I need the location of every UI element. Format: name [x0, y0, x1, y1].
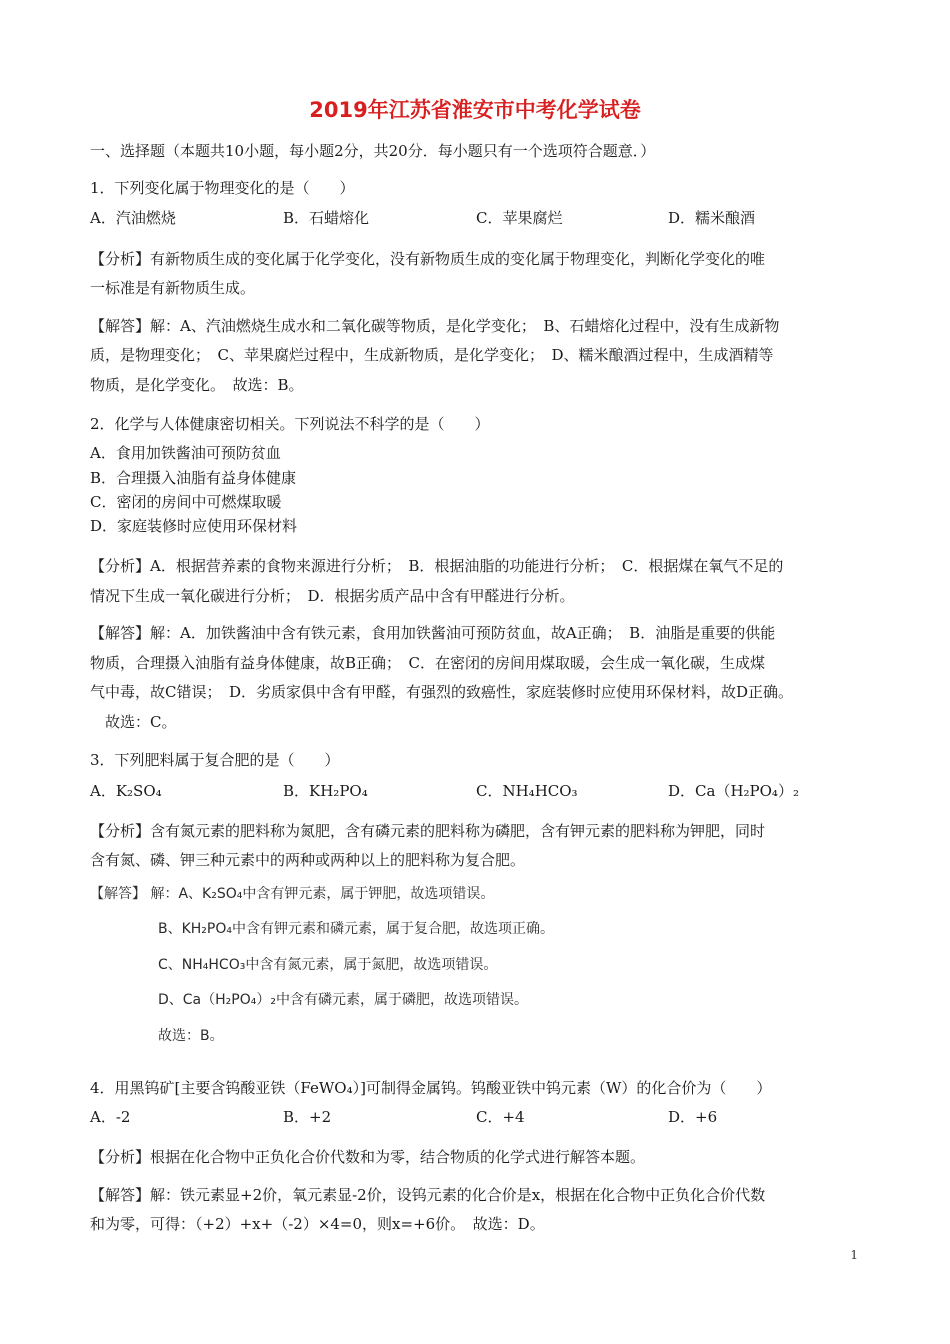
q4-option-a: A．-2 [90, 1108, 131, 1126]
page-number: 1 [850, 1248, 858, 1262]
q2-option-a: A．食用加铁酱油可预防贫血 [90, 444, 281, 462]
q4-options [90, 1107, 870, 1127]
page-title: 2019年江苏省淮安市中考化学试卷 [309, 98, 641, 122]
q3-analysis-line: 【分析】含有氮元素的肥料称为氮肥，含有磷元素的肥料称为磷肥，含有钾元素的肥料称为钾肥，同时 [90, 822, 766, 840]
q2-analysis-line: 【分析】A．根据营养素的食物来源进行分析； B．根据油脂的功能进行分析； C．根据煤在氧气不足的 [90, 557, 784, 575]
q1-answer-line: 质，是物理变化； C、苹果腐烂过程中，生成新物质，是化学变化； D、糯米酿酒过程中，生成酒精等 [90, 346, 774, 364]
q3-analysis-line: 含有氮、磷、钾三种元素中的两种或两种以上的肥料称为复合肥。 [90, 851, 526, 869]
q2-answer-line: 气中毒，故C错误； D．劣质家俱中含有甲醛，有强烈的致癌性，家庭装修时应使用环保材料，故D正确。 [90, 683, 794, 701]
q3-answer-line: 【解答】 解：A、K₂SO₄中含有钾元素，属于钾肥，故选项错误。 [90, 886, 495, 902]
q1-stem: 1．下列变化属于物理变化的是（ ） [90, 179, 355, 197]
q4-analysis-line: 【分析】根据在化合物中正负化合价代数和为零，结合物质的化学式进行解答本题。 [90, 1148, 646, 1166]
q3-option-a: A．K₂SO₄ [90, 782, 162, 800]
q4-option-d: D．+6 [668, 1108, 718, 1126]
q3-option-b: B．KH₂PO₄ [283, 782, 368, 800]
q4-answer-line: 和为零，可得：（+2）+x+（-2）×4=0，则x=+6价。 故选：D。 [90, 1215, 545, 1233]
q2-answer-line: 物质，合理摄入油脂有益身体健康，故B正确； C．在密闭的房间用煤取暖，会生成一氧化碳，生成煤 [90, 654, 766, 672]
q1-answer-line: 【解答】解：A、汽油燃烧生成水和二氧化碳等物质，是化学变化； B、石蜡熔化过程中，没有生成新物 [90, 317, 780, 335]
q2-answer-line: 【解答】解：A．加铁酱油中含有铁元素，食用加铁酱油可预防贫血，故A正确； B．油脂是重要的供能 [90, 624, 776, 642]
q3-answer-line: B、KH₂PO₄中含有钾元素和磷元素，属于复合肥，故选项正确。 [158, 921, 554, 937]
q3-option-c: C．NH₄HCO₃ [476, 782, 578, 800]
q2-stem: 2．化学与人体健康密切相关。下列说法不科学的是（ ） [90, 415, 490, 433]
q3-options [90, 781, 870, 801]
q1-option-c: C．苹果腐烂 [476, 209, 563, 227]
q1-option-a: A．汽油燃烧 [90, 209, 176, 227]
q4-option-b: B．+2 [283, 1108, 332, 1126]
q2-analysis-line: 情况下生成一氧化碳进行分析； D．根据劣质产品中含有甲醛进行分析。 [90, 587, 575, 605]
q3-answer-line: D、Ca（H₂PO₄）₂中含有磷元素，属于磷肥，故选项错误。 [158, 992, 528, 1008]
q4-option-c: C．+4 [476, 1108, 525, 1126]
q1-option-b: B．石蜡熔化 [283, 209, 370, 227]
q3-option-d: D．Ca（H₂PO₄）₂ [668, 782, 799, 800]
q2-answer-line: 故选：C。 [90, 713, 177, 731]
q4-answer-line: 【解答】解：铁元素显+2价，氧元素显-2价，设钨元素的化合价是x，根据在化合物中正负化合价代数 [90, 1186, 766, 1204]
q1-options [90, 208, 870, 228]
q1-option-d: D．糯米酿酒 [668, 209, 756, 227]
q4-stem: 4．用黑钨矿[主要含钨酸亚铁（FeWO₄）]可制得金属钨。钨酸亚铁中钨元素（W）的化合价为（ ） [90, 1079, 772, 1097]
q3-answer-line: 故选：B。 [158, 1028, 224, 1044]
q1-analysis-line: 【分析】有新物质生成的变化属于化学变化，没有新物质生成的变化属于物理变化，判断化学变化的唯 [90, 250, 766, 268]
q2-option-c: C．密闭的房间中可燃煤取暖 [90, 493, 282, 511]
q3-answer-line: C、NH₄HCO₃中含有氮元素，属于氮肥，故选项错误。 [158, 957, 498, 973]
q2-option-b: B．合理摄入油脂有益身体健康 [90, 469, 297, 487]
section-heading: 一、选择题（本题共10小题，每小题2分，共20分．每小题只有一个选项符合题意．） [90, 142, 656, 160]
q1-analysis-line: 一标准是有新物质生成。 [90, 279, 256, 297]
q2-option-d: D．家庭装修时应使用环保材料 [90, 517, 298, 535]
q1-answer-line: 物质，是化学变化。 故选：B。 [90, 376, 304, 394]
q3-stem: 3．下列肥料属于复合肥的是（ ） [90, 751, 340, 769]
